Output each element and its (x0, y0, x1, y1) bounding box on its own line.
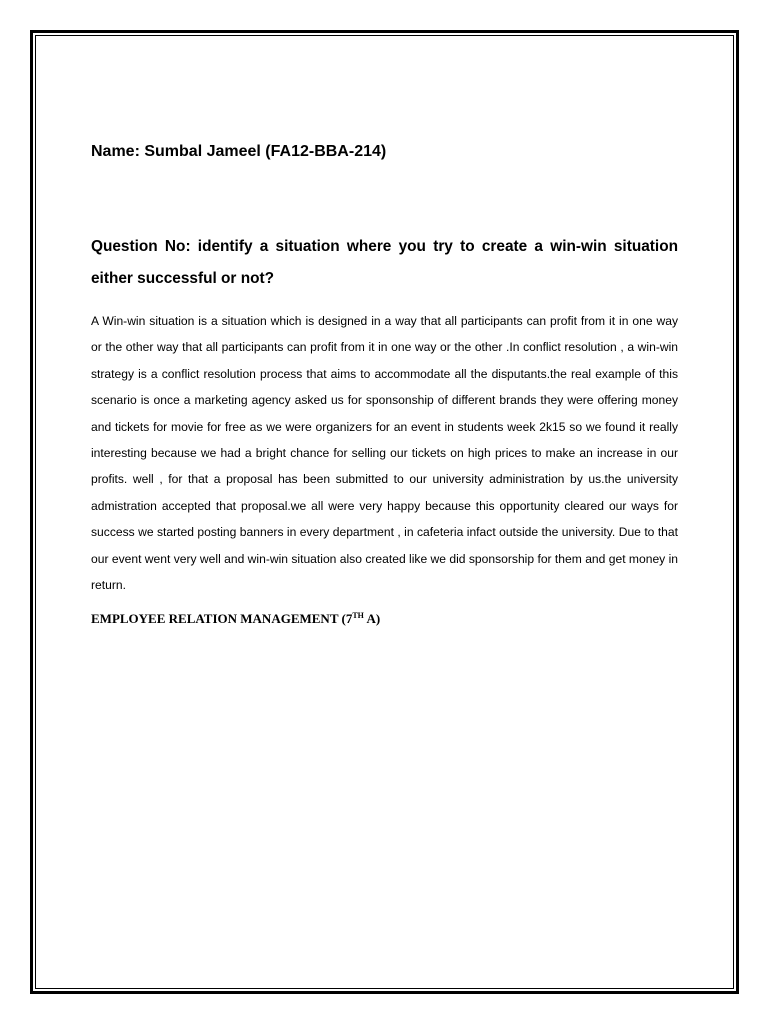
answer-paragraph: A Win-win situation is a situation which is designed in a way that all participants can profit from it in one way or the other way that all participants can profit from it in one way or the other .In conflict resolution , a win-win strategy is a conflict resolution process that aims to accommodate all the disputants.the real example of this scenario is once a marketing agency asked us for sponsonship of different brands they were offering money and tickets for movie for free as we were organizers for an event in students week 2k15 so we found it really interesting because we had a bright chance for selling our tickets on high prices to make an increase in our profits. well , for that a proposal has been submitted to our university administration by us.the university admistration accepted that proposal.we all were very happy because this opportunity cleared our ways for success we started posting banners in every department , in cafeteria infact outside the university. Due to that our event went very well and win-win situation also created like we did sponsorship for them and get money in return. (91, 314, 678, 593)
course-title-suffix: A) (363, 611, 381, 626)
question-heading: Question No: identify a situation where you try to create a win-win situation either successful or not? (91, 238, 678, 287)
course-title-text: EMPLOYEE RELATION MANAGEMENT (7 (91, 611, 353, 626)
course-title (91, 610, 678, 628)
course-title-superscript: TH (352, 611, 364, 620)
student-name-line: Name: Sumbal Jameel (FA12-BBA-214) (91, 143, 387, 160)
